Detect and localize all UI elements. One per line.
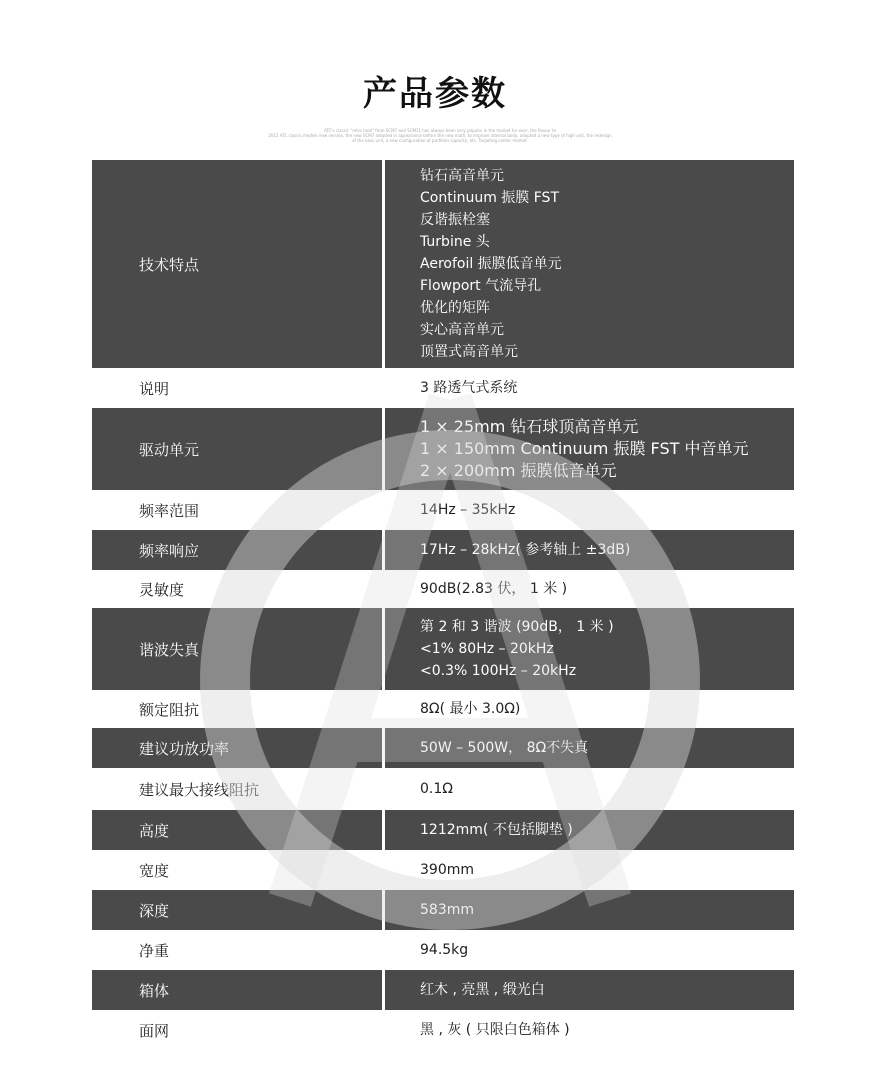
spec-label: 建议最大接线阻抗 xyxy=(139,780,260,799)
subtitle-line: of the bass unit, a new configuration of partition capacity, etc. Targeting center market. xyxy=(352,138,528,143)
spec-value xyxy=(385,890,794,930)
spec-row xyxy=(92,493,794,527)
spec-row xyxy=(92,728,794,768)
spec-label: 频率范围 xyxy=(139,501,200,520)
spec-value-line: 8Ω( 最小 3.0Ω) xyxy=(420,701,521,717)
spec-value-line: Continuum 振膜 FST xyxy=(420,190,559,206)
spec-value xyxy=(385,693,794,725)
spec-row xyxy=(92,810,794,850)
spec-row xyxy=(92,693,794,725)
spec-value-line: 90dB(2.83 伏， 1 米 ) xyxy=(420,581,568,597)
subtitle-line: 2015 ATC classic models new version, the new SCM7 adopted in appearance before the new math, to improve internal body, adopted a new type of high unit, the redesign xyxy=(268,133,612,138)
spec-value-line: 钻石高音单元 xyxy=(420,168,504,184)
spec-value-line: 2 × 200mm 振膜低音单元 xyxy=(420,461,617,480)
spec-value xyxy=(385,1013,794,1047)
spec-row xyxy=(92,970,794,1010)
page-title: 产品参数 xyxy=(363,74,507,114)
spec-value xyxy=(385,853,794,887)
spec-label: 驱动单元 xyxy=(92,408,382,490)
spec-row xyxy=(92,408,794,490)
spec-value xyxy=(385,608,794,690)
spec-label: 说明 xyxy=(139,379,170,398)
spec-row xyxy=(92,608,794,690)
spec-value-line: 第 2 和 3 谐波 (90dB， 1 米 ) xyxy=(420,619,614,635)
spec-value-line: 1212mm( 不包括脚垫 ) xyxy=(420,822,573,838)
spec-value-line: Turbine 头 xyxy=(420,234,490,250)
spec-value-line: 1 × 25mm 钻石球顶高音单元 xyxy=(420,417,639,436)
spec-label: 技术特点 xyxy=(92,160,382,368)
spec-value xyxy=(385,771,794,807)
spec-row xyxy=(92,530,794,570)
spec-value xyxy=(385,530,794,570)
spec-row xyxy=(92,771,794,807)
spec-label: 箱体 xyxy=(92,970,382,1010)
subtitle-text xyxy=(250,128,630,143)
spec-value-line: 390mm xyxy=(420,862,474,878)
subtitle-line: ATC's classic "retro hoot" from SCM7 and SCM11 has always been very popular in the market for over, the favour to xyxy=(323,128,557,133)
spec-value-line: 优化的矩阵 xyxy=(420,300,490,316)
spec-label: 灵敏度 xyxy=(139,580,185,599)
spec-value-line: 顶置式高音单元 xyxy=(420,344,518,360)
spec-value-line: 3 路透气式系统 xyxy=(420,380,518,396)
spec-value-line: 14Hz – 35kHz xyxy=(420,502,516,518)
spec-value-line: Flowport 气流导孔 xyxy=(420,278,542,294)
spec-row xyxy=(92,853,794,887)
spec-value-line: 黑 , 灰 ( 只限白色箱体 ) xyxy=(420,1022,570,1038)
spec-value-line: 0.1Ω xyxy=(420,781,453,797)
spec-value-line: 反谐振栓塞 xyxy=(420,212,490,228)
spec-value-line: Aerofoil 振膜低音单元 xyxy=(420,256,562,272)
spec-value xyxy=(385,728,794,768)
spec-row xyxy=(92,160,794,368)
spec-label: 频率响应 xyxy=(92,530,382,570)
spec-value xyxy=(385,933,794,967)
spec-value xyxy=(385,970,794,1010)
spec-row xyxy=(92,371,794,405)
spec-row xyxy=(92,890,794,930)
spec-value-line: 94.5kg xyxy=(420,942,469,958)
spec-row xyxy=(92,1013,794,1047)
spec-value-line: 583mm xyxy=(420,902,474,918)
spec-value xyxy=(385,573,794,605)
spec-label: 深度 xyxy=(92,890,382,930)
spec-label: 宽度 xyxy=(139,861,170,880)
spec-label: 额定阻抗 xyxy=(139,700,200,719)
spec-value-line: 17Hz – 28kHz( 参考轴上 ±3dB) xyxy=(420,542,631,558)
spec-value-line: <0.3% 100Hz – 20kHz xyxy=(420,663,577,679)
spec-value xyxy=(385,493,794,527)
spec-label: 谐波失真 xyxy=(92,608,382,690)
spec-row xyxy=(92,933,794,967)
spec-value-line: 50W – 500W， 8Ω不失真 xyxy=(420,740,589,756)
spec-value xyxy=(385,371,794,405)
spec-label: 面网 xyxy=(139,1021,170,1040)
spec-label: 高度 xyxy=(92,810,382,850)
spec-row xyxy=(92,573,794,605)
spec-value-line: 1 × 150mm Continuum 振膜 FST 中音单元 xyxy=(420,439,749,458)
spec-value-line: <1% 80Hz – 20kHz xyxy=(420,641,554,657)
spec-label: 净重 xyxy=(139,941,170,960)
spec-value xyxy=(385,810,794,850)
spec-value xyxy=(385,160,794,368)
spec-value xyxy=(385,408,794,490)
spec-label: 建议功放功率 xyxy=(92,728,382,768)
spec-value-line: 红木 , 亮黑 , 缎光白 xyxy=(420,982,545,998)
spec-value-line: 实心高音单元 xyxy=(420,322,504,338)
